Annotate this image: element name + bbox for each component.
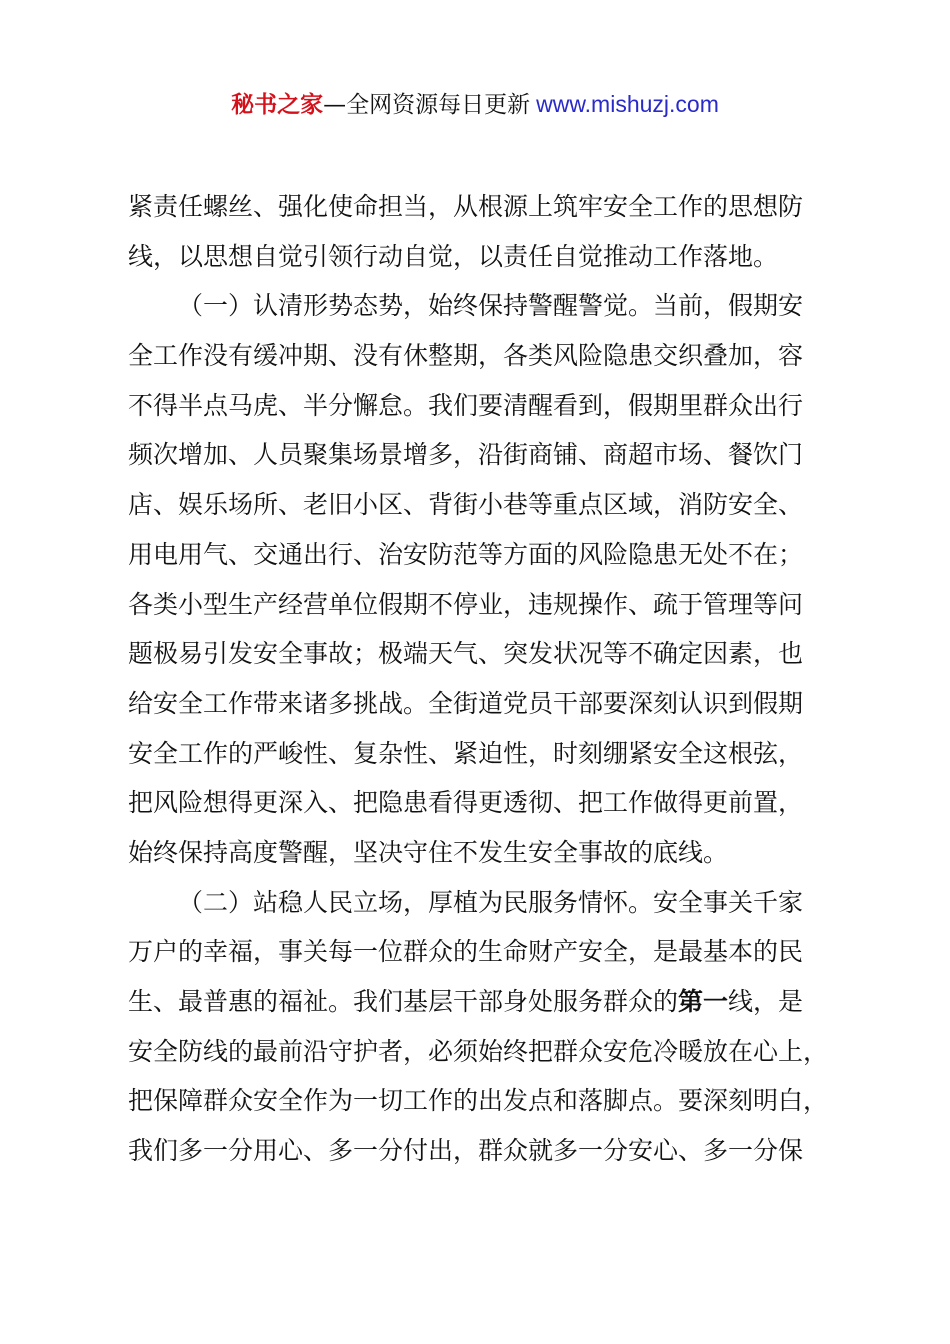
text-line: 用电用气、交通出行、治安防范等方面的风险隐患无处不在； <box>128 539 804 569</box>
document-body <box>128 182 843 1176</box>
text-line: 安全防线的最前沿守护者，必须始终把群众安危冷暖放在心上， <box>128 1036 829 1066</box>
text-line: 线，以思想自觉引领行动自觉，以责任自觉推动工作落地。 <box>128 241 779 271</box>
text-line: 我们多一分用心、多一分付出，群众就多一分安心、多一分保 <box>128 1136 804 1166</box>
text-line: 把风险想得更深入、把隐患看得更透彻、把工作做得更前置， <box>128 788 804 818</box>
text-line: 安全工作的严峻性、复杂性、紧迫性，时刻绷紧安全这根弦， <box>128 738 804 768</box>
brand-name: 秘书之家 <box>231 92 324 118</box>
text-segment: 线，是 <box>728 987 804 1016</box>
site-url-link[interactable]: www.mishuzj.com <box>536 91 719 117</box>
text-line: 始终保持高度警醒，坚决守住不发生安全事故的底线。 <box>128 837 729 867</box>
section-heading-line: （一）认清形势态势，始终保持警醒警觉。当前，假期安 <box>178 291 804 321</box>
text-line: 题极易引发安全事故；极端天气、突发状况等不确定因素，也 <box>128 639 804 669</box>
text-line: 店、娱乐场所、老旧小区、背街小巷等重点区域，消防安全、 <box>128 490 804 520</box>
text-line: 频次增加、人员聚集场景增多，沿街商铺、商超市场、餐饮门 <box>128 440 804 470</box>
text-line-with-emphasis <box>128 977 843 1027</box>
header-tagline: —全网资源每日更新 <box>323 92 531 118</box>
text-line: 各类小型生产经营单位假期不停业，违规操作、疏于管理等问 <box>128 589 804 619</box>
section-heading-line: （二）站稳人民立场，厚植为民服务情怀。安全事关千家 <box>178 887 804 917</box>
text-line: 把保障群众安全作为一切工作的出发点和落脚点。要深刻明白， <box>128 1086 829 1116</box>
text-line: 紧责任螺丝、强化使命担当，从根源上筑牢安全工作的思想防 <box>128 192 804 221</box>
text-line: 全工作没有缓冲期、没有休整期，各类风险隐患交织叠加，容 <box>128 341 804 371</box>
bold-text: 第一 <box>678 987 729 1016</box>
text-segment: 生、最普惠的福祉。我们基层干部身处服务群众的 <box>128 987 679 1016</box>
text-line: 不得半点马虎、半分懈怠。我们要清醒看到，假期里群众出行 <box>128 390 804 420</box>
text-line: 给安全工作带来诸多挑战。全街道党员干部要深刻认识到假期 <box>128 688 804 718</box>
text-line: 万户的幸福，事关每一位群众的生命财产安全，是最基本的民 <box>128 937 804 967</box>
page-header <box>0 86 950 123</box>
